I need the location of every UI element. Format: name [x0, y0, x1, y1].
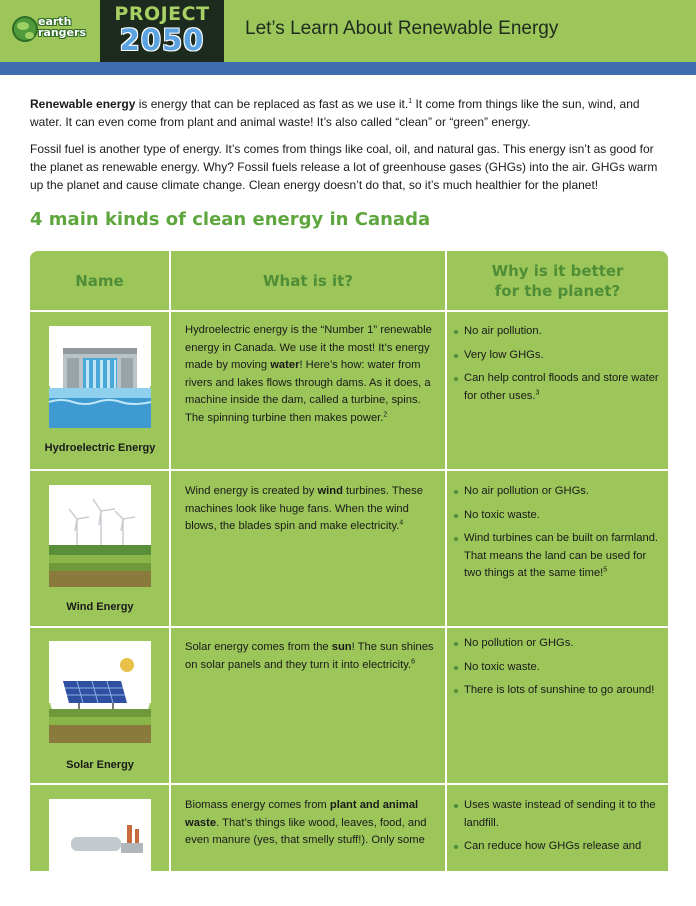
intro-section	[30, 95, 670, 203]
row-divider	[30, 469, 668, 471]
column-header-why-line-2: for the planet?	[494, 281, 621, 300]
solar-description	[185, 639, 437, 674]
page-title: Let’s Learn About Renewable Energy	[245, 18, 559, 39]
benefit-item	[454, 370, 664, 405]
benefit-item: Very low GHGs.	[454, 347, 664, 365]
column-divider	[445, 251, 447, 871]
desc-text: Solar energy comes from the	[185, 641, 332, 653]
header-stripe	[0, 62, 696, 75]
row-name-wind: Wind Energy	[66, 601, 134, 613]
energy-table	[30, 251, 668, 871]
benefit-text: Wind turbines can be built on farmland. That means the land can be used for two things at the same time!	[464, 532, 659, 580]
row-name-hydroelectric: Hydroelectric Energy	[44, 442, 156, 454]
footnote-1[interactable]: 1	[408, 98, 413, 105]
footnote-6[interactable]: 6	[411, 657, 416, 665]
column-header-name: Name	[75, 271, 124, 290]
earth-rangers-logo[interactable]	[8, 8, 86, 48]
desc-text: turbines. These machines look like huge fans. When the wind blows, the blades spin and make electricity.	[185, 485, 423, 533]
benefit-text: Can help control floods and store water for other uses.	[464, 372, 659, 402]
column-divider	[169, 251, 171, 871]
desc-keyword: water	[270, 359, 300, 372]
desc-text: Biomass energy comes from	[185, 799, 330, 811]
wind-benefits	[454, 483, 664, 589]
intro-p1-rest: It come from things like the sun, wind, and water. It can even come from plant and animal waste! It’s also called “clean” or “green” energy.	[30, 97, 640, 129]
desc-keyword: plant and animal waste	[185, 799, 419, 829]
intro-p1-text: is energy that can be replaced as fast as we use it.	[135, 97, 409, 111]
wind-description	[185, 483, 437, 536]
biomass-plant-icon	[49, 799, 151, 901]
benefit-item: No pollution or GHGs.	[454, 635, 664, 653]
hydroelectric-description	[185, 322, 437, 428]
row-name-solar: Solar Energy	[66, 759, 134, 771]
benefit-item: No air pollution.	[454, 323, 664, 341]
header-bar	[0, 0, 696, 62]
logo-line-2: rangers	[38, 26, 86, 39]
footnote-2[interactable]: 2	[383, 411, 388, 419]
project-year: 2050	[119, 23, 205, 57]
logo-wordmark	[38, 16, 86, 38]
desc-text: ! The sun shines on solar panels and they turn it into electricity.	[185, 641, 434, 671]
section-heading: 4 main kinds of clean energy in Canada	[30, 209, 431, 230]
footnote-3[interactable]: 3	[535, 389, 540, 397]
benefit-item: There is lots of sunshine to go around!	[454, 682, 664, 700]
solar-panels-icon	[49, 641, 151, 743]
benefit-item	[454, 530, 664, 583]
row-divider	[30, 310, 668, 312]
column-header-why	[447, 251, 668, 310]
solar-benefits	[454, 635, 664, 706]
biomass-description	[185, 797, 437, 850]
desc-text: ! Here’s how: water from rivers and lakes flows through dams. As it does, a machine inside the dam, called a turbine, spins. The spinning turbine then makes power.	[185, 359, 431, 424]
intro-paragraph-1	[30, 95, 670, 131]
column-header-why-line-1: Why is it better	[491, 261, 624, 280]
column-header-what: What is it?	[262, 271, 354, 290]
benefit-item: No toxic waste.	[454, 659, 664, 677]
footnote-5[interactable]: 5	[603, 566, 608, 574]
project-2050-badge	[100, 0, 224, 62]
logo-line-1: earth	[38, 15, 72, 28]
renewable-energy-term: Renewable energy	[30, 97, 136, 111]
desc-keyword: wind	[317, 485, 343, 497]
desc-text: Wind energy is created by	[185, 485, 318, 497]
globe-icon	[12, 16, 38, 42]
hydroelectric-dam-icon	[49, 326, 151, 428]
hydroelectric-benefits	[454, 323, 664, 411]
row-divider	[30, 626, 668, 628]
biomass-benefits	[454, 797, 664, 862]
benefit-item: No air pollution or GHGs.	[454, 483, 664, 501]
benefit-item: Uses waste instead of sending it to the landfill.	[454, 797, 664, 832]
benefit-item: No toxic waste.	[454, 507, 664, 525]
footnote-4[interactable]: 4	[399, 519, 404, 527]
intro-paragraph-2: Fossil fuel is another type of energy. It’s comes from things like coal, oil, and natural gas. This energy isn’t as good for the planet as renewable energy. Why? Fossil fuels release a lot of greenhouse gases (GHGs) into the air. GHGs warm up the planet and cause climate change. Clean energy doesn’t do that, so it’s much healthier for the planet!	[30, 142, 658, 192]
desc-text: Hydroelectric energy is the “Number 1” renewable energy in Canada. We use it the most! It’s energy made by moving	[185, 324, 432, 372]
wind-turbines-icon	[49, 485, 151, 587]
row-divider	[30, 783, 668, 785]
benefit-item: Can reduce how GHGs release and	[454, 838, 664, 856]
desc-keyword: sun	[331, 641, 352, 653]
project-word: PROJECT	[114, 3, 210, 25]
desc-text: . That’s things like wood, leaves, food, and even manure (yes, that smelly stuff!). Only some	[185, 816, 427, 847]
